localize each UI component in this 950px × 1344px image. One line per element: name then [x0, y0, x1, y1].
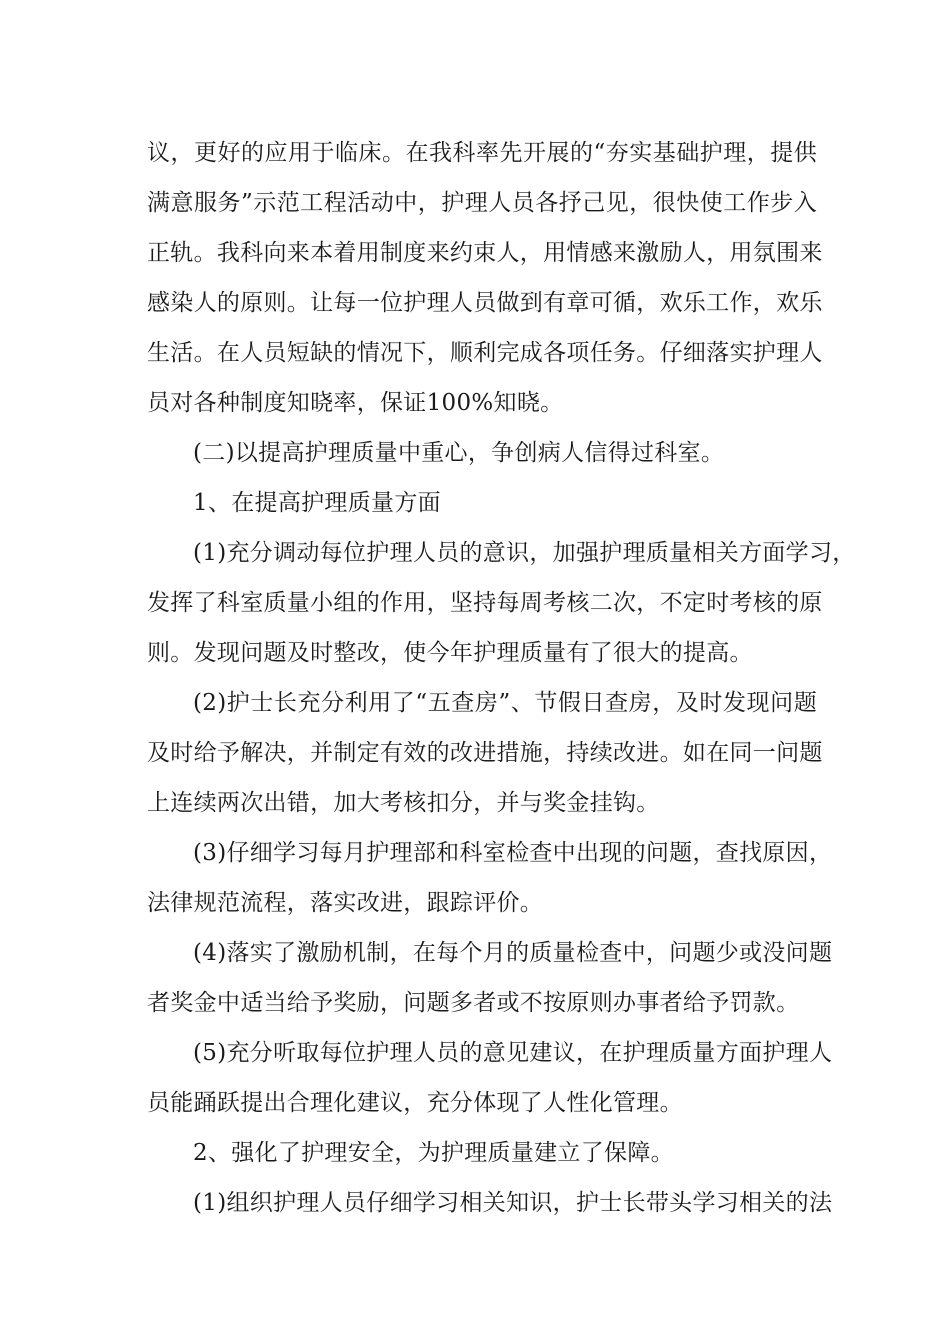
text-line: 上连续两次出错，加大考核扣分，并与奖金挂钩。: [147, 790, 660, 816]
paragraph-subheading-2: [147, 1128, 817, 1178]
paragraph-item-5: [147, 1028, 833, 1128]
paragraph-item-3: [147, 828, 833, 928]
text-line: 及时给予解决，并制定有效的改进措施，持续改进。如在同一问题: [147, 740, 823, 766]
text-line: (4)落实了激励机制，在每个月的质量检查中，问题少或没问题: [193, 940, 833, 966]
text-line: (5)充分听取每位护理人员的意见建议，在护理质量方面护理人: [193, 1040, 833, 1066]
section-heading: (二)以提高护理质量中重心，争创病人信得过科室。: [193, 440, 725, 466]
text-line: (1)充分调动每位护理人员的意识，加强护理质量相关方面学习，: [193, 540, 856, 566]
paragraph-item-1: [147, 528, 856, 678]
text-line: (3)仔细学习每月护理部和科室检查中出现的问题，查找原因，: [193, 840, 833, 866]
paragraph-section-heading-2: [147, 428, 817, 478]
text-line: (1)组织护理人员仔细学习相关知识，护士长带头学习相关的法: [193, 1190, 833, 1216]
paragraph-subheading-1: [147, 478, 817, 528]
document-body: [147, 128, 856, 1228]
text-line: (2)护士长充分利用了“五查房”、节假日查房，及时发现问题: [193, 690, 817, 716]
subsection-heading: 1、在提高护理质量方面: [193, 490, 441, 516]
paragraph-item-2: [147, 678, 823, 828]
text-line: 法律规范流程，落实改进，跟踪评价。: [147, 890, 544, 916]
paragraph-1: [147, 128, 823, 428]
paragraph-item-4: [147, 928, 833, 1028]
text-line: 满意服务”示范工程活动中，护理人员各抒己见，很快使工作步入: [147, 190, 817, 216]
subsection-heading: 2、强化了护理安全，为护理质量建立了保障。: [193, 1140, 674, 1166]
text-line: 正轨。我科向来本着用制度来约束人，用情感来激励人，用氛围来: [147, 240, 823, 266]
text-line: 员能踊跃提出合理化建议，充分体现了人性化管理。: [147, 1090, 683, 1116]
text-line: 发挥了科室质量小组的作用，坚持每周考核二次，不定时考核的原: [147, 590, 823, 616]
paragraph-item-2-1: [147, 1178, 833, 1228]
text-line: 生活。在人员短缺的情况下，顺利完成各项任务。仔细落实护理人: [147, 340, 823, 366]
text-line: 者奖金中适当给予奖励，问题多者或不按原则办事者给予罚款。: [147, 990, 800, 1016]
text-line: 议，更好的应用于临床。在我科率先开展的“夯实基础护理，提供: [147, 140, 817, 166]
text-line: 员对各种制度知晓率，保证100%知晓。: [147, 390, 564, 416]
text-line: 则。发现问题及时整改，使今年护理质量有了很大的提高。: [147, 640, 753, 666]
text-line: 感染人的原则。让每一位护理人员做到有章可循，欢乐工作，欢乐: [147, 290, 823, 316]
